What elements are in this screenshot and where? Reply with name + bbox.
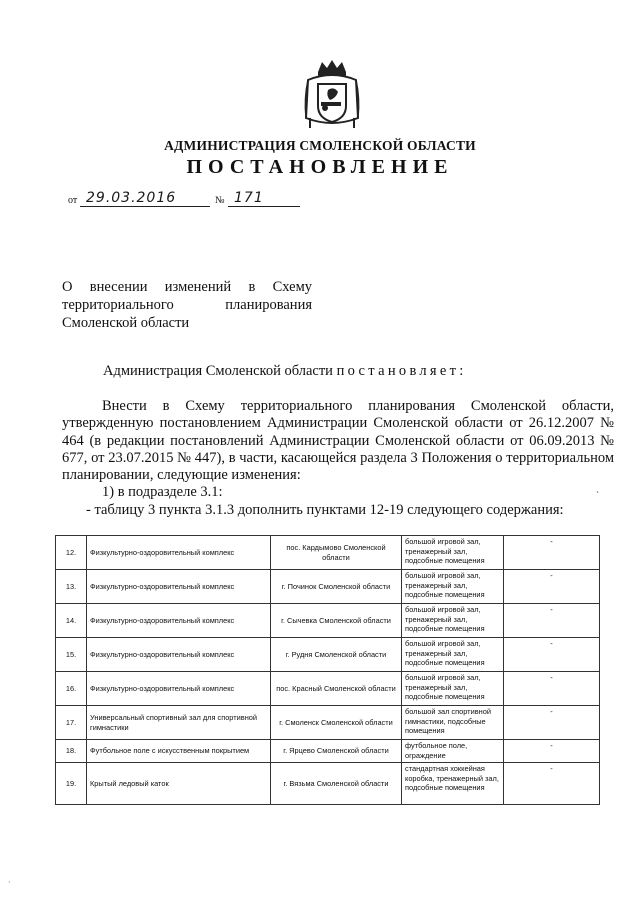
document-subject [62, 278, 312, 332]
subject-line-2: территориального планирования [62, 297, 312, 313]
table-row: 19. Крытый ледовый каток г. Вязьма Смоленской области стандартная хоккейная коробка, тренажерный зал, подсобные помещения - [56, 763, 600, 805]
organization-title: АДМИНИСТРАЦИЯ СМОЛЕНСКОЙ ОБЛАСТИ [164, 138, 476, 153]
date-prefix: от [68, 195, 78, 206]
body-item-2: - таблицу 3 пункта 3.1.3 дополнить пунктами 12-19 следующего содержания: [86, 501, 564, 518]
decree-lead: Администрация Смоленской области [103, 363, 333, 379]
document-body [62, 398, 614, 519]
scan-mark: ` [596, 490, 599, 500]
number-prefix: № [215, 195, 225, 206]
table-row: 16. Физкультурно-оздоровительный комплекс пос. Красный Смоленской области большой игровой зал, тренажерный зал, подсобные помещения - [56, 672, 600, 706]
document-date-number [68, 188, 328, 210]
table-row: 12. Физкультурно-оздоровительный комплекс пос. Кардымово Смоленской области большой игровой зал, тренажерный зал, подсобные помещения - [56, 536, 600, 570]
coat-of-arms-emblem [300, 58, 364, 132]
subject-line-1: О внесении изменений в Схему [62, 279, 312, 295]
table-row: 17. Универсальный спортивный зал для спортивной гимнастики г. Смоленск Смоленской области большой зал спортивной гимнастики, подсобные помещения - [56, 706, 600, 740]
subject-line-3: Смоленской области [62, 315, 190, 331]
table-row: 18. Футбольное поле с искусственным покрытием г. Ярцево Смоленской области футбольное поле, ограждение - [56, 740, 600, 763]
table-row: 14. Физкультурно-оздоровительный комплекс г. Сычевка Смоленской области большой игровой зал, тренажерный зал, подсобные помещения - [56, 604, 600, 638]
number-underline [228, 206, 300, 207]
date-underline [80, 206, 210, 207]
table-row: 15. Физкультурно-оздоровительный комплекс г. Рудня Смоленской области большой игровой зал, тренажерный зал, подсобные помещения - [56, 638, 600, 672]
decree-verb: постановляет: [336, 363, 467, 379]
body-item-1: 1) в подразделе 3.1: [102, 484, 223, 501]
table-row: 13. Физкультурно-оздоровительный комплекс г. Починок Смоленской области большой игровой зал, тренажерный зал, подсобные помещения - [56, 570, 600, 604]
page-edge-mark: · [8, 878, 11, 887]
handwritten-date: 29.03.2016 [86, 190, 177, 206]
document-type-title: ПОСТАНОВЛЕНИЕ [186, 156, 454, 178]
handwritten-number: 171 [234, 190, 264, 206]
sports-facilities-table [55, 535, 600, 805]
decree-statement [103, 363, 467, 380]
body-paragraph: Внести в Схему территориального планирования Смоленской области, утвержденную постановлением Администрации Смоленской области от 26.12.2007 № 464 (в редакции постановлений Администрации Смоленской области от 06.09.2013 № 677, от 23.07.2015 № 447), в части, касающейся раздела 3 Положения о территориальном планировании, следующие изменения: [62, 398, 614, 484]
